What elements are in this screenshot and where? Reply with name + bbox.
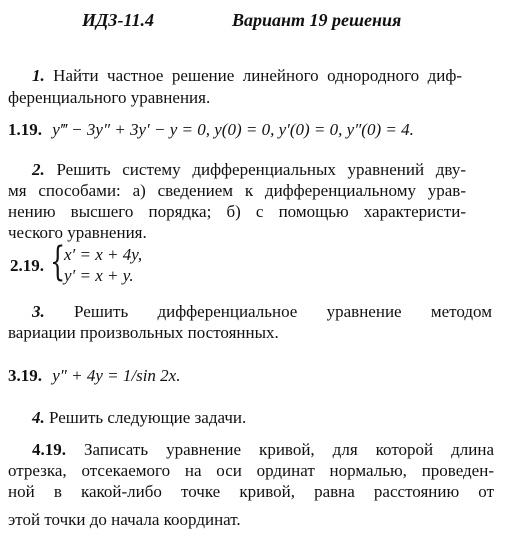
- task-2-text-line-4: ческого уравнения.: [8, 223, 147, 242]
- problem-4-19-text: Записать уравнение кривой, для которой длина: [84, 440, 494, 459]
- task-3-text-line-2: вариации произвольных постоянных.: [8, 323, 279, 342]
- task-3-text-line-1: [32, 302, 492, 322]
- task-3-number: 3.: [32, 302, 45, 321]
- problem-2-19-number: 2.19.: [10, 256, 44, 275]
- system-brace: {: [50, 239, 66, 285]
- problem-1-19: [8, 120, 414, 140]
- problem-3-19-equation: y″ + 4y = 1/sin 2x.: [52, 366, 181, 385]
- task-1-number: 1.: [32, 66, 45, 85]
- problem-3-19-number: 3.19.: [8, 366, 42, 385]
- task-4-text: Решить следующие задачи.: [49, 408, 247, 427]
- task-2-text-line-3: нению высшего порядка; б) с помощью характеристи-: [8, 202, 466, 221]
- problem-4-19-line-4: этой точки до начала координат.: [8, 510, 241, 529]
- task-1-text-line-1: [32, 66, 462, 86]
- task-2-number: 2.: [32, 160, 45, 179]
- task-3-text: Решить дифференциальное уравнение методом: [74, 302, 492, 321]
- task-2-text: Решить систему дифференциальных уравнений дву-: [56, 160, 467, 179]
- document-title: Вариант 19 решения: [232, 10, 402, 30]
- problem-4-19-number: 4.19.: [32, 440, 66, 459]
- task-1-text-line-2: ференциального уравнения.: [8, 88, 211, 107]
- task-2-text-line-2: мя способами: а) сведением к дифференциальному урав-: [8, 181, 466, 200]
- task-1-text: Найти частное решение линейного однородного диф-: [53, 66, 463, 85]
- problem-1-19-equation: y‴ − 3y″ + 3y′ − y = 0, y(0) = 0, y′(0) = 0, y″(0) = 4.: [52, 120, 414, 139]
- document-code: ИДЗ-11.4: [82, 10, 154, 30]
- problem-2-19-equation-1: x′ = x + 4y,: [64, 245, 143, 264]
- problem-3-19: [8, 366, 180, 386]
- problem-1-19-number: 1.19.: [8, 120, 42, 139]
- problem-2-19-equation-2: y′ = x + y.: [64, 266, 134, 285]
- problem-4-19-line-2: отрезка, отсекаемого на оси ординат нормалью, проведен-: [8, 461, 494, 480]
- problem-4-19-line-3: ной в какой-либо точке кривой, равна расстоянию от: [8, 482, 494, 501]
- task-2-text-line-1: [32, 160, 466, 180]
- problem-4-19-line-1: [32, 440, 494, 460]
- task-4-text-line-1: [32, 408, 246, 428]
- task-4-number: 4.: [32, 408, 45, 427]
